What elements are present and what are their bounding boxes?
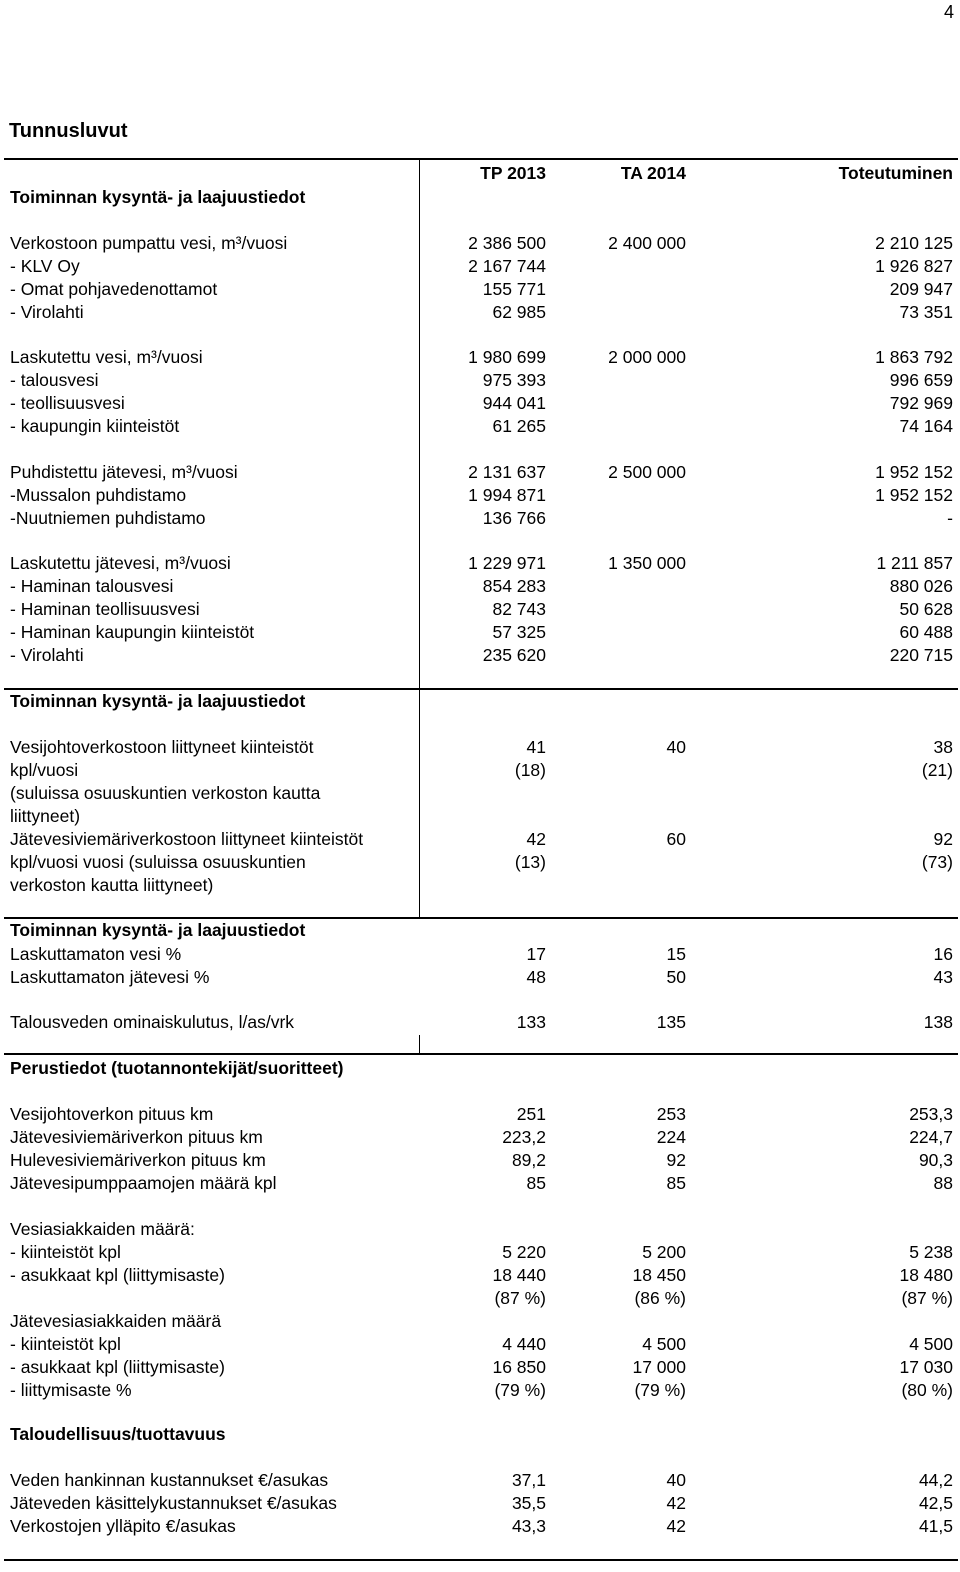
cell-toteutuminen: 50 628 bbox=[899, 599, 953, 619]
cell-ta2014: 1 350 000 bbox=[608, 553, 686, 573]
cell-tp2013: 17 bbox=[526, 944, 546, 964]
table-top-border bbox=[4, 158, 958, 160]
row-label: verkoston kautta liittyneet) bbox=[10, 875, 214, 895]
table-bottom-border bbox=[4, 1559, 958, 1561]
table-row bbox=[4, 736, 958, 759]
table-row bbox=[4, 392, 958, 415]
table-row bbox=[4, 575, 958, 598]
row-label: - KLV Oy bbox=[10, 256, 80, 276]
cell-ta2014: 18 450 bbox=[632, 1265, 686, 1285]
cell-toteutuminen: 1 952 152 bbox=[875, 485, 953, 505]
cell-ta2014: 2 000 000 bbox=[608, 347, 686, 367]
cell-tp2013: 155 771 bbox=[482, 279, 546, 299]
table-row bbox=[4, 1264, 958, 1287]
table-row bbox=[4, 415, 958, 438]
cell-tp2013: 16 850 bbox=[492, 1357, 546, 1377]
row-label: -Nuutniemen puhdistamo bbox=[10, 508, 206, 528]
cell-ta2014: 15 bbox=[666, 944, 686, 964]
cell-ta2014: 253 bbox=[656, 1104, 686, 1124]
table-row bbox=[4, 255, 958, 278]
row-label: Verkostojen ylläpito €/asukas bbox=[10, 1516, 236, 1536]
cell-toteutuminen: 74 164 bbox=[899, 416, 953, 436]
cell-ta2014: 17 000 bbox=[632, 1357, 686, 1377]
cell-tp2013: 85 bbox=[526, 1173, 546, 1193]
table-row bbox=[4, 1469, 958, 1492]
table-row bbox=[4, 1423, 958, 1446]
row-label: Laskutettu vesi, m³/vuosi bbox=[10, 347, 203, 367]
table-row bbox=[4, 484, 958, 507]
cell-tp2013: 2 386 500 bbox=[468, 233, 546, 253]
cell-tp2013: 235 620 bbox=[482, 645, 546, 665]
column-header-ta2014: TA 2014 bbox=[620, 163, 686, 183]
table-row bbox=[4, 828, 958, 851]
cell-tp2013: 944 041 bbox=[482, 393, 546, 413]
cell-tp2013: 37,1 bbox=[511, 1470, 546, 1490]
row-label: Vesijohtoverkostoon liittyneet kiinteistöt bbox=[10, 737, 314, 757]
row-label: - asukkaat kpl (liittymisaste) bbox=[10, 1265, 225, 1285]
cell-tp2013: 89,2 bbox=[511, 1150, 546, 1170]
table-row bbox=[4, 874, 958, 897]
table-row bbox=[4, 461, 958, 484]
cell-toteutuminen: 138 bbox=[923, 1012, 953, 1032]
table-row bbox=[4, 805, 958, 828]
cell-toteutuminen: 16 bbox=[933, 944, 953, 964]
table-row bbox=[4, 232, 958, 255]
table-row bbox=[4, 1218, 958, 1241]
section-header-row bbox=[4, 186, 958, 209]
table-row bbox=[4, 301, 958, 324]
cell-toteutuminen: 17 030 bbox=[899, 1357, 953, 1377]
cell-tp2013: 1 980 699 bbox=[468, 347, 546, 367]
row-label: Jäteveden käsittelykustannukset €/asukas bbox=[10, 1493, 337, 1513]
cell-tp2013: 251 bbox=[516, 1104, 546, 1124]
cell-toteutuminen: 90,3 bbox=[918, 1150, 953, 1170]
column-header-toteutuminen: Toteutuminen bbox=[838, 163, 953, 183]
cell-tp2013: 18 440 bbox=[492, 1265, 546, 1285]
cell-tp2013: 5 220 bbox=[502, 1242, 546, 1262]
row-label: Jätevesipumppaamojen määrä kpl bbox=[10, 1173, 277, 1193]
cell-ta2014: 50 bbox=[666, 967, 686, 987]
row-label: Talousveden ominaiskulutus, l/as/vrk bbox=[10, 1012, 295, 1032]
table-row bbox=[4, 966, 958, 989]
cell-toteutuminen: - bbox=[947, 508, 953, 528]
cell-toteutuminen: (73) bbox=[921, 852, 953, 872]
cell-toteutuminen: 18 480 bbox=[899, 1265, 953, 1285]
cell-ta2014: 224 bbox=[656, 1127, 686, 1147]
table-row bbox=[4, 851, 958, 874]
cell-tp2013: (18) bbox=[514, 760, 546, 780]
table-row bbox=[4, 598, 958, 621]
cell-ta2014: 40 bbox=[666, 737, 686, 757]
table-row bbox=[4, 621, 958, 644]
cell-tp2013: 1 994 871 bbox=[468, 485, 546, 505]
table-row bbox=[4, 1149, 958, 1172]
section-header: Toiminnan kysyntä- ja laajuustiedot bbox=[10, 187, 306, 207]
table-row bbox=[4, 943, 958, 966]
table-header-row bbox=[4, 162, 958, 185]
section-divider bbox=[4, 1053, 958, 1055]
row-label: kpl/vuosi bbox=[10, 760, 79, 780]
table-row bbox=[4, 507, 958, 530]
cell-toteutuminen: 996 659 bbox=[889, 370, 953, 390]
row-label: Vesiasiakkaiden määrä: bbox=[10, 1219, 195, 1239]
row-label: Taloudellisuus/tuottavuus bbox=[10, 1424, 226, 1444]
row-label: Veden hankinnan kustannukset €/asukas bbox=[10, 1470, 329, 1490]
row-label: Verkostoon pumpattu vesi, m³/vuosi bbox=[10, 233, 288, 253]
cell-toteutuminen: 4 500 bbox=[909, 1334, 953, 1354]
cell-tp2013: (79 %) bbox=[494, 1380, 546, 1400]
cell-tp2013: 1 229 971 bbox=[468, 553, 546, 573]
table-row bbox=[4, 644, 958, 667]
cell-ta2014: (79 %) bbox=[634, 1380, 686, 1400]
table-row bbox=[4, 759, 958, 782]
row-label: Jätevesiviemäriverkon pituus km bbox=[10, 1127, 263, 1147]
row-label: - asukkaat kpl (liittymisaste) bbox=[10, 1357, 225, 1377]
cell-tp2013: 35,5 bbox=[511, 1493, 546, 1513]
row-label: Laskutettu jätevesi, m³/vuosi bbox=[10, 553, 231, 573]
row-label: liittyneet) bbox=[10, 806, 81, 826]
row-label: - Virolahti bbox=[10, 645, 84, 665]
table-row bbox=[4, 1241, 958, 1264]
cell-toteutuminen: 92 bbox=[933, 829, 953, 849]
row-label: -Mussalon puhdistamo bbox=[10, 485, 187, 505]
cell-toteutuminen: 1 863 792 bbox=[875, 347, 953, 367]
table-row bbox=[4, 1379, 958, 1402]
cell-ta2014: 5 200 bbox=[642, 1242, 686, 1262]
cell-tp2013: 854 283 bbox=[482, 576, 546, 596]
table-row bbox=[4, 346, 958, 369]
table-row bbox=[4, 1333, 958, 1356]
row-label: Laskuttamaton jätevesi % bbox=[10, 967, 210, 987]
cell-toteutuminen: (80 %) bbox=[901, 1380, 953, 1400]
cell-toteutuminen: 60 488 bbox=[899, 622, 953, 642]
table-row bbox=[4, 919, 958, 942]
table-row bbox=[4, 1103, 958, 1126]
cell-toteutuminen: 1 926 827 bbox=[875, 256, 953, 276]
cell-toteutuminen: 1 952 152 bbox=[875, 462, 953, 482]
table-row bbox=[4, 1287, 958, 1310]
table-row bbox=[4, 782, 958, 805]
cell-ta2014: (86 %) bbox=[634, 1288, 686, 1308]
cell-ta2014: 2 500 000 bbox=[608, 462, 686, 482]
cell-ta2014: 60 bbox=[666, 829, 686, 849]
cell-tp2013: 2 131 637 bbox=[468, 462, 546, 482]
row-label: Jätevesiasiakkaiden määrä bbox=[10, 1311, 222, 1331]
row-label: - Virolahti bbox=[10, 302, 84, 322]
cell-ta2014: 92 bbox=[666, 1150, 686, 1170]
row-label: - liittymisaste % bbox=[10, 1380, 132, 1400]
cell-toteutuminen: 220 715 bbox=[889, 645, 953, 665]
table-row bbox=[4, 1356, 958, 1379]
cell-tp2013: 62 985 bbox=[492, 302, 546, 322]
cell-tp2013: 61 265 bbox=[492, 416, 546, 436]
cell-toteutuminen: 209 947 bbox=[889, 279, 953, 299]
cell-toteutuminen: 42,5 bbox=[918, 1493, 953, 1513]
cell-ta2014: 85 bbox=[666, 1173, 686, 1193]
cell-ta2014: 135 bbox=[656, 1012, 686, 1032]
cell-toteutuminen: 2 210 125 bbox=[875, 233, 953, 253]
cell-toteutuminen: 5 238 bbox=[909, 1242, 953, 1262]
row-label: - teollisuusvesi bbox=[10, 393, 125, 413]
cell-tp2013: 82 743 bbox=[492, 599, 546, 619]
row-label: - kiinteistöt kpl bbox=[10, 1242, 121, 1262]
row-label: Perustiedot (tuotannontekijät/suoritteet) bbox=[10, 1058, 344, 1078]
row-label: Puhdistettu jätevesi, m³/vuosi bbox=[10, 462, 238, 482]
column-header-tp2013: TP 2013 bbox=[480, 163, 546, 183]
row-label: - Omat pohjavedenottamot bbox=[10, 279, 218, 299]
cell-tp2013: 975 393 bbox=[482, 370, 546, 390]
cell-tp2013: 4 440 bbox=[502, 1334, 546, 1354]
row-label: Toiminnan kysyntä- ja laajuustiedot bbox=[10, 691, 306, 711]
table-row bbox=[4, 1126, 958, 1149]
cell-tp2013: 42 bbox=[526, 829, 546, 849]
cell-toteutuminen: 43 bbox=[933, 967, 953, 987]
cell-toteutuminen: 41,5 bbox=[918, 1516, 953, 1536]
cell-ta2014: 40 bbox=[666, 1470, 686, 1490]
table-row bbox=[4, 278, 958, 301]
cell-toteutuminen: (87 %) bbox=[901, 1288, 953, 1308]
row-label: - Haminan talousvesi bbox=[10, 576, 174, 596]
table-row bbox=[4, 690, 958, 713]
row-label: Toiminnan kysyntä- ja laajuustiedot bbox=[10, 920, 306, 940]
column-divider bbox=[419, 1035, 420, 1053]
table-row bbox=[4, 1172, 958, 1195]
table-row bbox=[4, 1492, 958, 1515]
cell-toteutuminen: 73 351 bbox=[899, 302, 953, 322]
cell-toteutuminen: 880 026 bbox=[889, 576, 953, 596]
row-label: (suluissa osuuskuntien verkoston kautta bbox=[10, 783, 321, 803]
page-title: Tunnusluvut bbox=[9, 120, 128, 142]
cell-ta2014: 2 400 000 bbox=[608, 233, 686, 253]
cell-ta2014: 42 bbox=[666, 1516, 686, 1536]
cell-ta2014: 4 500 bbox=[642, 1334, 686, 1354]
row-label: - kiinteistöt kpl bbox=[10, 1334, 121, 1354]
table-row bbox=[4, 369, 958, 392]
cell-toteutuminen: 224,7 bbox=[909, 1127, 953, 1147]
cell-tp2013: 57 325 bbox=[492, 622, 546, 642]
cell-toteutuminen: 88 bbox=[933, 1173, 953, 1193]
cell-tp2013: 136 766 bbox=[482, 508, 546, 528]
cell-tp2013: 41 bbox=[526, 737, 546, 757]
cell-tp2013: (13) bbox=[514, 852, 546, 872]
cell-toteutuminen: 253,3 bbox=[909, 1104, 953, 1124]
table-row bbox=[4, 1011, 958, 1034]
cell-toteutuminen: 38 bbox=[933, 737, 953, 757]
row-label: Hulevesiviemäriverkon pituus km bbox=[10, 1150, 266, 1170]
cell-toteutuminen: (21) bbox=[921, 760, 953, 780]
row-label: Vesijohtoverkon pituus km bbox=[10, 1104, 214, 1124]
cell-tp2013: 223,2 bbox=[502, 1127, 546, 1147]
row-label: Jätevesiviemäriverkostoon liittyneet kiinteistöt bbox=[10, 829, 364, 849]
table-row bbox=[4, 1515, 958, 1538]
row-label: - kaupungin kiinteistöt bbox=[10, 416, 180, 436]
cell-toteutuminen: 44,2 bbox=[918, 1470, 953, 1490]
table-row bbox=[4, 552, 958, 575]
cell-tp2013: (87 %) bbox=[494, 1288, 546, 1308]
cell-tp2013: 133 bbox=[516, 1012, 546, 1032]
row-label: - talousvesi bbox=[10, 370, 99, 390]
row-label: Laskuttamaton vesi % bbox=[10, 944, 182, 964]
cell-toteutuminen: 792 969 bbox=[889, 393, 953, 413]
cell-tp2013: 48 bbox=[526, 967, 546, 987]
cell-ta2014: 42 bbox=[666, 1493, 686, 1513]
page-number: 4 bbox=[943, 2, 954, 22]
row-label: - Haminan kaupungin kiinteistöt bbox=[10, 622, 255, 642]
cell-tp2013: 2 167 744 bbox=[468, 256, 546, 276]
row-label: - Haminan teollisuusvesi bbox=[10, 599, 200, 619]
cell-tp2013: 43,3 bbox=[511, 1516, 546, 1536]
cell-toteutuminen: 1 211 857 bbox=[876, 553, 953, 573]
row-label: kpl/vuosi vuosi (suluissa osuuskuntien bbox=[10, 852, 306, 872]
table-row bbox=[4, 1057, 958, 1080]
table-row bbox=[4, 1310, 958, 1333]
